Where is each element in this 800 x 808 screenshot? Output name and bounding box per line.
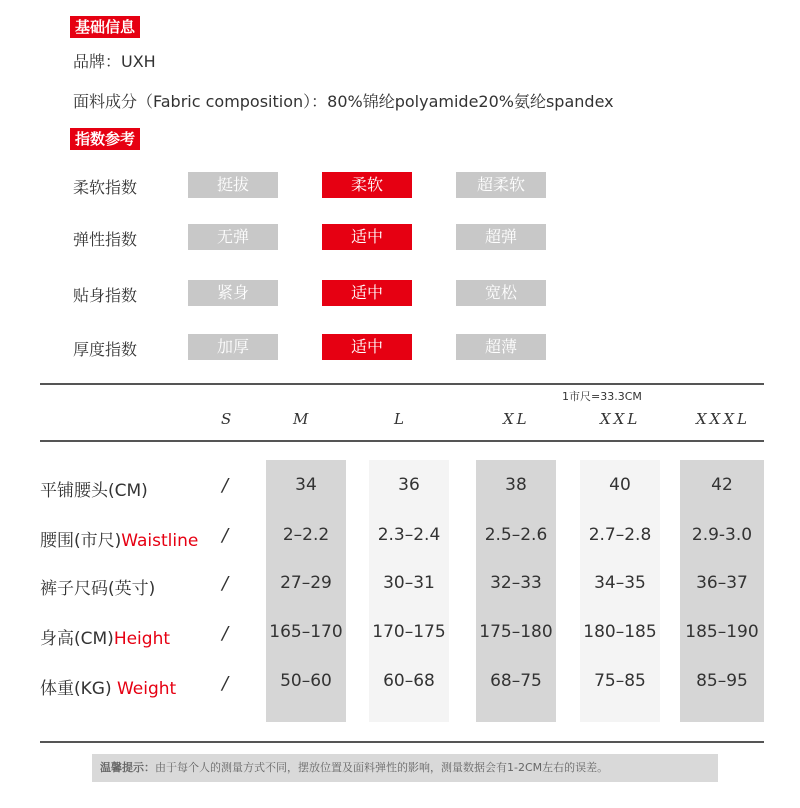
row-slash: /: [222, 475, 229, 496]
table-cell: 2.9-3.0: [691, 525, 753, 545]
size-header-m: M: [293, 410, 312, 428]
brand-text: 品牌：UXH: [73, 52, 156, 71]
table-cell: 175–180: [479, 622, 553, 642]
index-label: 柔软指数: [73, 178, 138, 197]
row-slash: /: [222, 673, 229, 694]
table-cell: 30–31: [383, 573, 435, 593]
tip-text: 由于每个人的测量方式不同，摆放位置及面料弹性的影响，测量数据会有1-2CM左右的误差。: [155, 761, 609, 774]
table-cell: 27–29: [280, 573, 332, 593]
index-label: 弹性指数: [73, 230, 138, 249]
index-reference-tag: 指数参考: [70, 128, 140, 150]
index-label: 贴身指数: [73, 286, 138, 305]
table-cell: 36–37: [696, 573, 748, 593]
row-slash: /: [222, 525, 229, 546]
table-cell: 85–95: [696, 671, 748, 691]
row-label: 平铺腰头(CM): [40, 481, 148, 501]
size-header-xxxl: XXXL: [696, 410, 750, 428]
table-cell: 34–35: [594, 573, 646, 593]
table-cell: 165–170: [269, 622, 343, 642]
index-option: 挺拔: [188, 172, 278, 198]
size-header-s: S: [221, 410, 235, 428]
table-cell: 32–33: [490, 573, 542, 593]
table-cell: 2.7–2.8: [588, 525, 652, 545]
index-option-selected: 适中: [322, 334, 412, 360]
size-header-l: L: [394, 410, 407, 428]
index-option: 超柔软: [456, 172, 546, 198]
index-option: 无弹: [188, 224, 278, 250]
table-cell: 60–68: [383, 671, 435, 691]
index-option: 宽松: [456, 280, 546, 306]
index-option: 超弹: [456, 224, 546, 250]
fabric-text: 面料成分（Fabric composition）：80%锦纶polyamide20%氨纶spandex: [73, 92, 614, 111]
table-cell: 2.5–2.6: [484, 525, 548, 545]
table-bottom-rule: [40, 741, 764, 743]
table-cell: 68–75: [490, 671, 542, 691]
row-label: 身高(CM)Height: [40, 629, 171, 649]
index-option-selected: 柔软: [322, 172, 412, 198]
table-cell: 180–185: [583, 622, 657, 642]
row-label: 体重(KG) Weight: [40, 679, 177, 699]
size-header-xxl: XXL: [600, 410, 641, 428]
index-option: 加厚: [188, 334, 278, 360]
row-slash: /: [222, 623, 229, 644]
table-cell: 2.3–2.4: [377, 525, 441, 545]
index-option-selected: 适中: [322, 224, 412, 250]
table-cell: 75–85: [594, 671, 646, 691]
table-cell: 170–175: [372, 622, 446, 642]
measurement-tip: [92, 754, 718, 782]
table-cell: 2–2.2: [282, 525, 330, 545]
table-cell: 50–60: [280, 671, 332, 691]
basic-info-tag: 基础信息: [70, 16, 140, 38]
table-cell: 42: [711, 475, 733, 495]
table-cell: 38: [505, 475, 527, 495]
index-option: 超薄: [456, 334, 546, 360]
unit-note: 1市尺=33.3CM: [562, 390, 642, 403]
tip-title: 温馨提示：: [100, 761, 155, 774]
table-top-rule: [40, 383, 764, 385]
index-option-selected: 适中: [322, 280, 412, 306]
table-cell: 34: [295, 475, 317, 495]
row-label: 腰围(市尺)Waistline: [40, 531, 199, 551]
row-label: 裤子尺码(英寸): [40, 579, 156, 599]
index-label: 厚度指数: [73, 340, 138, 359]
table-cell: 36: [398, 475, 420, 495]
table-header-rule: [40, 440, 764, 442]
index-option: 紧身: [188, 280, 278, 306]
row-slash: /: [222, 573, 229, 594]
size-header-xl: XL: [503, 410, 530, 428]
table-cell: 40: [609, 475, 631, 495]
table-cell: 185–190: [685, 622, 759, 642]
